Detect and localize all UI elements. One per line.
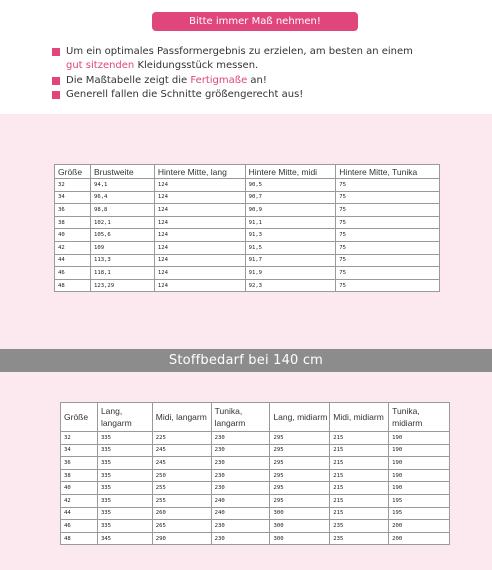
table-cell: 190 [389,444,450,457]
table-header-row [61,403,450,432]
table-cell: 42 [55,241,91,254]
table-cell: 75 [336,241,440,254]
bullet-highlight: Fertigmaße [190,74,248,86]
table-cell: 215 [330,444,389,457]
table-cell: 118,1 [90,267,154,280]
table-cell: 190 [389,457,450,470]
table-cell: 250 [152,469,211,482]
table-cell: 190 [389,469,450,482]
table-cell: 230 [211,444,270,457]
table-cell: 105,6 [90,229,154,242]
table-cell: 46 [61,520,98,533]
table-cell: 75 [336,191,440,204]
table-cell: 345 [97,532,152,545]
table-cell: 44 [55,254,91,267]
table-cell: 215 [330,469,389,482]
table-cell: 265 [152,520,211,533]
table-row [55,229,440,242]
instructions-list [52,45,472,103]
table-cell: 245 [152,444,211,457]
table-cell: 335 [97,482,152,495]
table-row [55,267,440,280]
table-cell: 38 [61,469,98,482]
column-header: Midi, langarm [152,403,211,432]
table-cell: 195 [389,507,450,520]
table-header-row [55,165,440,179]
table-row [61,457,450,470]
table-cell: 75 [336,279,440,292]
table-row [61,494,450,507]
table-cell: 44 [61,507,98,520]
table-cell: 245 [152,457,211,470]
bullet-item [52,74,472,88]
table-cell: 124 [154,216,245,229]
bullet-text: an! [247,74,267,86]
table-cell: 225 [152,432,211,445]
table-cell: 124 [154,191,245,204]
table-row [55,179,440,192]
table-cell: 75 [336,267,440,280]
table-cell: 190 [389,482,450,495]
column-header: Größe [61,403,98,432]
table-cell: 34 [55,191,91,204]
table-row [55,254,440,267]
table-cell: 335 [97,457,152,470]
column-header: Hintere Mitte, lang [154,165,245,179]
table-cell: 300 [270,507,330,520]
table-cell: 230 [211,469,270,482]
table-cell: 124 [154,279,245,292]
table-cell: 32 [61,432,98,445]
table-cell: 240 [211,507,270,520]
table-cell: 230 [211,532,270,545]
size-table [54,164,440,292]
table-cell: 300 [270,532,330,545]
table-cell: 235 [330,520,389,533]
column-header: Größe [55,165,91,179]
table-cell: 75 [336,204,440,217]
bullet-text: Kleidungsstück messen. [134,60,259,72]
table-cell: 36 [55,204,91,217]
column-header: Tunika, langarm [211,403,270,432]
table-cell: 124 [154,254,245,267]
table-row [55,204,440,217]
table-cell: 335 [97,444,152,457]
table-cell: 295 [270,457,330,470]
table-cell: 255 [152,482,211,495]
square-bullet-icon [52,91,60,99]
table-cell: 109 [90,241,154,254]
bullet-highlight: gut sitzenden [66,60,135,72]
notice-banner: Bitte immer Maß nehmen! [152,12,358,31]
table-cell: 38 [55,216,91,229]
column-header: Tunika, midiarm [389,403,450,432]
table-cell: 123,29 [90,279,154,292]
table-cell: 102,1 [90,216,154,229]
table-cell: 290 [152,532,211,545]
table-row [61,444,450,457]
table-cell: 124 [154,204,245,217]
table-cell: 40 [55,229,91,242]
table-cell: 335 [97,469,152,482]
column-header: Lang, langarm [97,403,152,432]
table-cell: 34 [61,444,98,457]
table-cell: 96,4 [90,191,154,204]
table-cell: 335 [97,432,152,445]
table-cell: 295 [270,469,330,482]
table-cell: 94,1 [90,179,154,192]
table-cell: 335 [97,507,152,520]
bullet-text: Die Maßtabelle zeigt die [66,74,191,86]
square-bullet-icon [52,77,60,85]
bullet-item [52,88,472,102]
fabric-section-title: Stoffbedarf bei 140 cm [0,349,492,372]
table-row [55,279,440,292]
table-row [61,520,450,533]
table-cell: 215 [330,457,389,470]
table-cell: 98,8 [90,204,154,217]
table-cell: 230 [211,457,270,470]
table-cell: 90,5 [245,179,336,192]
column-header: Midi, midiarm [330,403,389,432]
table-cell: 32 [55,179,91,192]
table-cell: 295 [270,482,330,495]
table-cell: 48 [55,279,91,292]
table-cell: 195 [389,494,450,507]
table-cell: 335 [97,494,152,507]
bullet-text: Generell fallen die Schnitte größengerecht aus! [66,89,304,101]
table-cell: 36 [61,457,98,470]
table-row [61,432,450,445]
table-cell: 124 [154,229,245,242]
table-cell: 215 [330,482,389,495]
table-cell: 215 [330,507,389,520]
table-cell: 300 [270,520,330,533]
table-cell: 255 [152,494,211,507]
table-row [61,482,450,495]
table-cell: 260 [152,507,211,520]
fabric-table [60,402,450,545]
table-cell: 335 [97,520,152,533]
table-cell: 40 [61,482,98,495]
table-cell: 190 [389,432,450,445]
column-header: Hintere Mitte, midi [245,165,336,179]
table-cell: 113,3 [90,254,154,267]
table-row [55,241,440,254]
table-cell: 124 [154,267,245,280]
table-row [55,191,440,204]
table-row [61,532,450,545]
table-cell: 295 [270,444,330,457]
table-cell: 230 [211,482,270,495]
column-header: Hintere Mitte, Tunika [336,165,440,179]
table-cell: 200 [389,520,450,533]
table-cell: 230 [211,520,270,533]
table-cell: 124 [154,179,245,192]
table-cell: 48 [61,532,98,545]
table-cell: 124 [154,241,245,254]
column-header: Brustweite [90,165,154,179]
column-header: Lang, midiarm [270,403,330,432]
table-cell: 215 [330,432,389,445]
table-cell: 235 [330,532,389,545]
table-cell: 46 [55,267,91,280]
table-cell: 75 [336,179,440,192]
table-cell: 295 [270,494,330,507]
table-cell: 91,9 [245,267,336,280]
table-cell: 90,7 [245,191,336,204]
table-cell: 240 [211,494,270,507]
table-cell: 75 [336,216,440,229]
table-cell: 295 [270,432,330,445]
table-cell: 91,1 [245,216,336,229]
table-cell: 42 [61,494,98,507]
table-row [61,507,450,520]
table-cell: 91,7 [245,254,336,267]
bullet-item [52,45,472,74]
table-cell: 91,3 [245,229,336,242]
table-cell: 215 [330,494,389,507]
bullet-text: Um ein optimales Passformergebnis zu erzielen, am besten an einem [66,46,413,57]
table-row [61,469,450,482]
table-cell: 230 [211,432,270,445]
table-cell: 75 [336,229,440,242]
table-cell: 75 [336,254,440,267]
table-cell: 90,9 [245,204,336,217]
square-bullet-icon [52,48,60,56]
table-cell: 91,5 [245,241,336,254]
table-row [55,216,440,229]
table-cell: 200 [389,532,450,545]
table-cell: 92,3 [245,279,336,292]
